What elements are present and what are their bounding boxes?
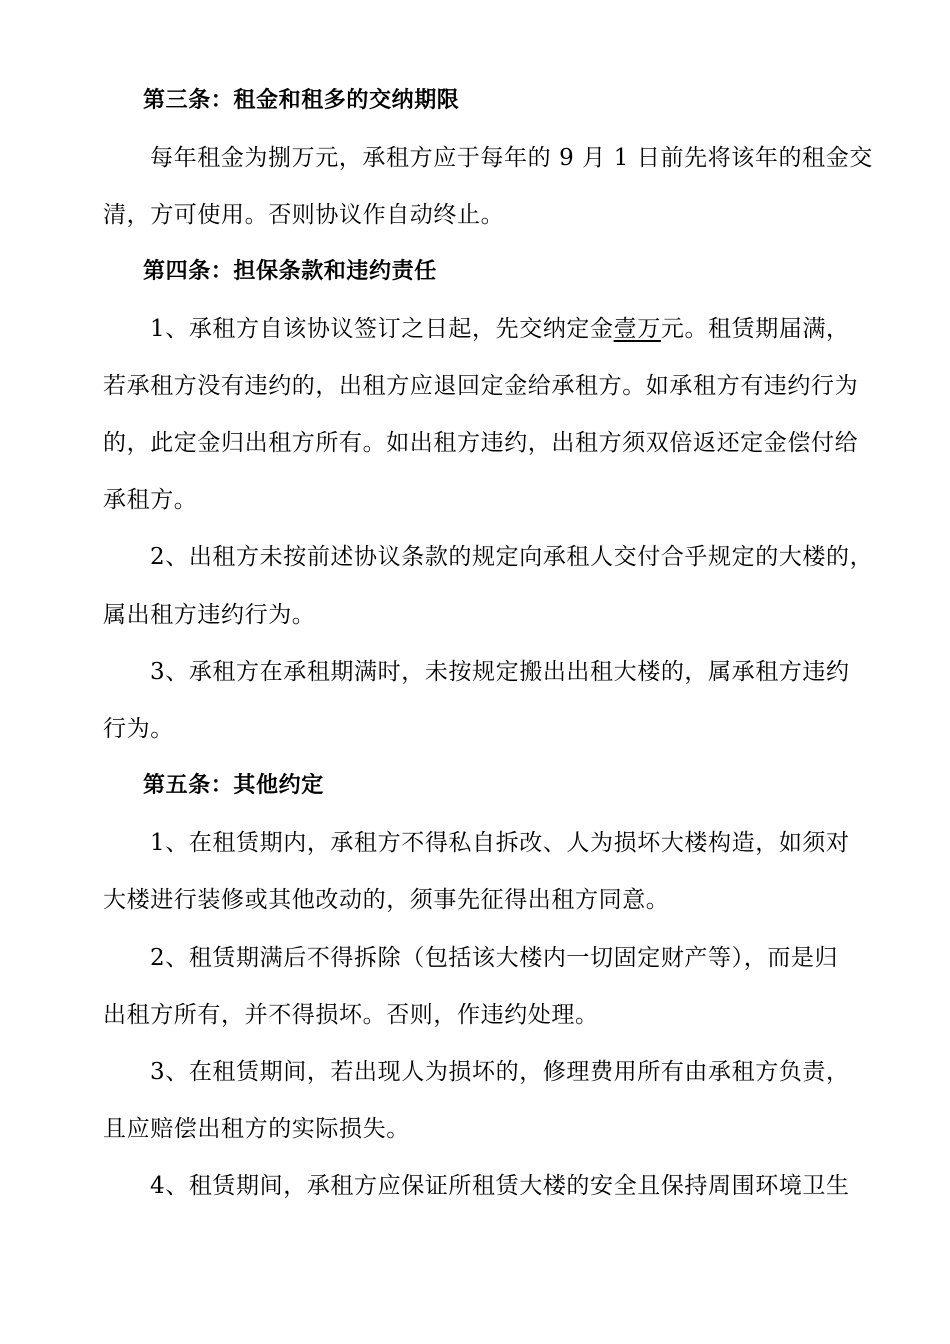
section-4-paragraph-1-line-4: 承租方。 <box>103 487 198 513</box>
section-3-heading: 第三条：租金和租多的交纳期限 <box>143 88 460 113</box>
section-4-p1-text-a: 1、承租方自该协议签订之日起，先交纳定金 <box>150 316 614 342</box>
section-4-paragraph-1-line-2: 若承租方没有违约的，出租方应退回定金给承租方。如承租方有违约行为 <box>103 373 859 399</box>
section-5-paragraph-2-line-2: 出租方所有，并不得损坏。否则，作违约处理。 <box>103 1002 599 1028</box>
section-5-paragraph-3-line-2: 且应赔偿出租方的实际损失。 <box>103 1116 410 1142</box>
section-4-paragraph-2-line-2: 属出租方违约行为。 <box>103 602 316 628</box>
section-4-paragraph-1-line-3: 的，此定金归出租方所有。如出租方违约，出租方须双倍返还定金偿付给 <box>103 430 859 456</box>
section-4-paragraph-1-line-1 <box>150 314 940 344</box>
deposit-amount-underlined: 壹万 <box>613 316 661 342</box>
section-3-paragraph-1-line-1: 每年租金为捌万元，承租方应于每年的 9 月 1 日前先将该年的租金交 <box>150 145 873 171</box>
section-3-paragraph-1-line-2: 清，方可使用。否则协议作自动终止。 <box>103 202 505 228</box>
section-4-heading: 第四条：担保条款和违约责任 <box>143 259 437 284</box>
section-4-paragraph-2-line-1: 2、出租方未按前述协议条款的规定向承租人交付合乎规定的大楼的， <box>150 544 874 570</box>
section-5-heading: 第五条：其他约定 <box>143 773 324 798</box>
section-4-paragraph-3-line-1: 3、承租方在承租期满时，未按规定搬出出租大楼的，属承租方违约 <box>150 659 850 685</box>
section-4-paragraph-3-line-2: 行为。 <box>103 716 174 742</box>
section-4-p1-text-b: 元。租赁期届满， <box>660 316 850 342</box>
section-5-paragraph-2-line-1: 2、租赁期满后不得拆除（包括该大楼内一切固定财产等），而是归 <box>150 945 839 971</box>
section-5-paragraph-1-line-1: 1、在租赁期内，承租方不得私自拆改、人为损坏大楼构造，如须对 <box>150 830 850 856</box>
section-5-paragraph-3-line-1: 3、在租赁期间，若出现人为损坏的，修理费用所有由承租方负责， <box>150 1059 850 1085</box>
section-5-paragraph-4-line-1: 4、租赁期间，承租方应保证所租赁大楼的安全且保持周围环境卫生 <box>150 1173 850 1199</box>
section-5-paragraph-1-line-2: 大楼进行装修或其他改动的，须事先征得出租方同意。 <box>103 887 670 913</box>
